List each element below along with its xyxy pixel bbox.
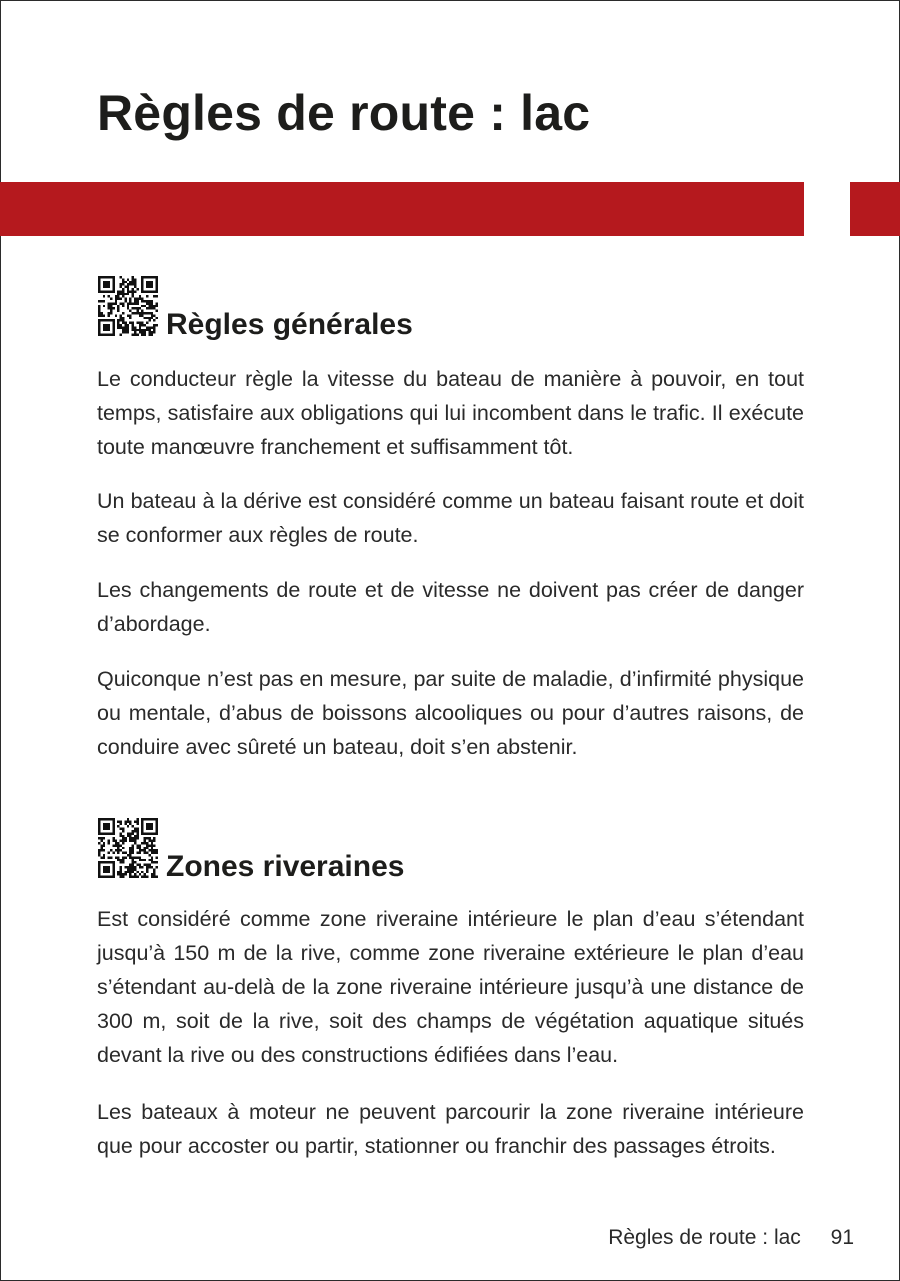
paragraph: Un bateau à la dérive est considéré comme un bateau faisant route et doit se conformer aux règles de route. <box>97 489 804 547</box>
paragraph: Quiconque n’est pas en mesure, par suite de maladie, d’infirmité physique ou mentale, d’abus de boissons alcooliques ou pour d’autres raisons, de conduire avec sûreté un bateau, doit s’en abstenir. <box>97 667 804 759</box>
edge-red-tab <box>850 182 900 236</box>
running-title: Règles de route : lac <box>608 1226 801 1249</box>
page-number: 91 <box>830 1226 854 1249</box>
qr-code-icon[interactable] <box>98 818 158 878</box>
section-title: Règles générales <box>166 308 413 341</box>
paragraph: Les bateaux à moteur ne peuvent parcourir la zone riveraine intérieure que pour accoster ou partir, stationner ou franchir des passages étroits. <box>97 1100 804 1158</box>
section-title: Zones riveraines <box>166 850 405 883</box>
header-red-band <box>0 182 804 236</box>
page-title: Règles de route : lac <box>97 85 591 141</box>
paragraph: Est considéré comme zone riveraine intérieure le plan d’eau s’étendant jusqu’à 150 m de la rive, comme zone riveraine extérieure le plan d’eau s’étendant au-delà de la zone riveraine intérieure jusqu’à une distance de 300 m, soit de la rive, soit des champs de végétation aquatique situés devant la rive ou des constructions édifiées dans l’eau. <box>97 907 804 1067</box>
page-footer <box>608 1226 854 1250</box>
paragraph: Le conducteur règle la vitesse du bateau de manière à pouvoir, en tout temps, satisfaire aux obligations qui lui incombent dans le trafic. Il exécute toute manœuvre franchement et suffisamment tôt. <box>97 367 804 459</box>
paragraph: Les changements de route et de vitesse ne doivent pas créer de danger d’abordage. <box>97 578 804 636</box>
qr-code-icon[interactable] <box>98 276 158 336</box>
